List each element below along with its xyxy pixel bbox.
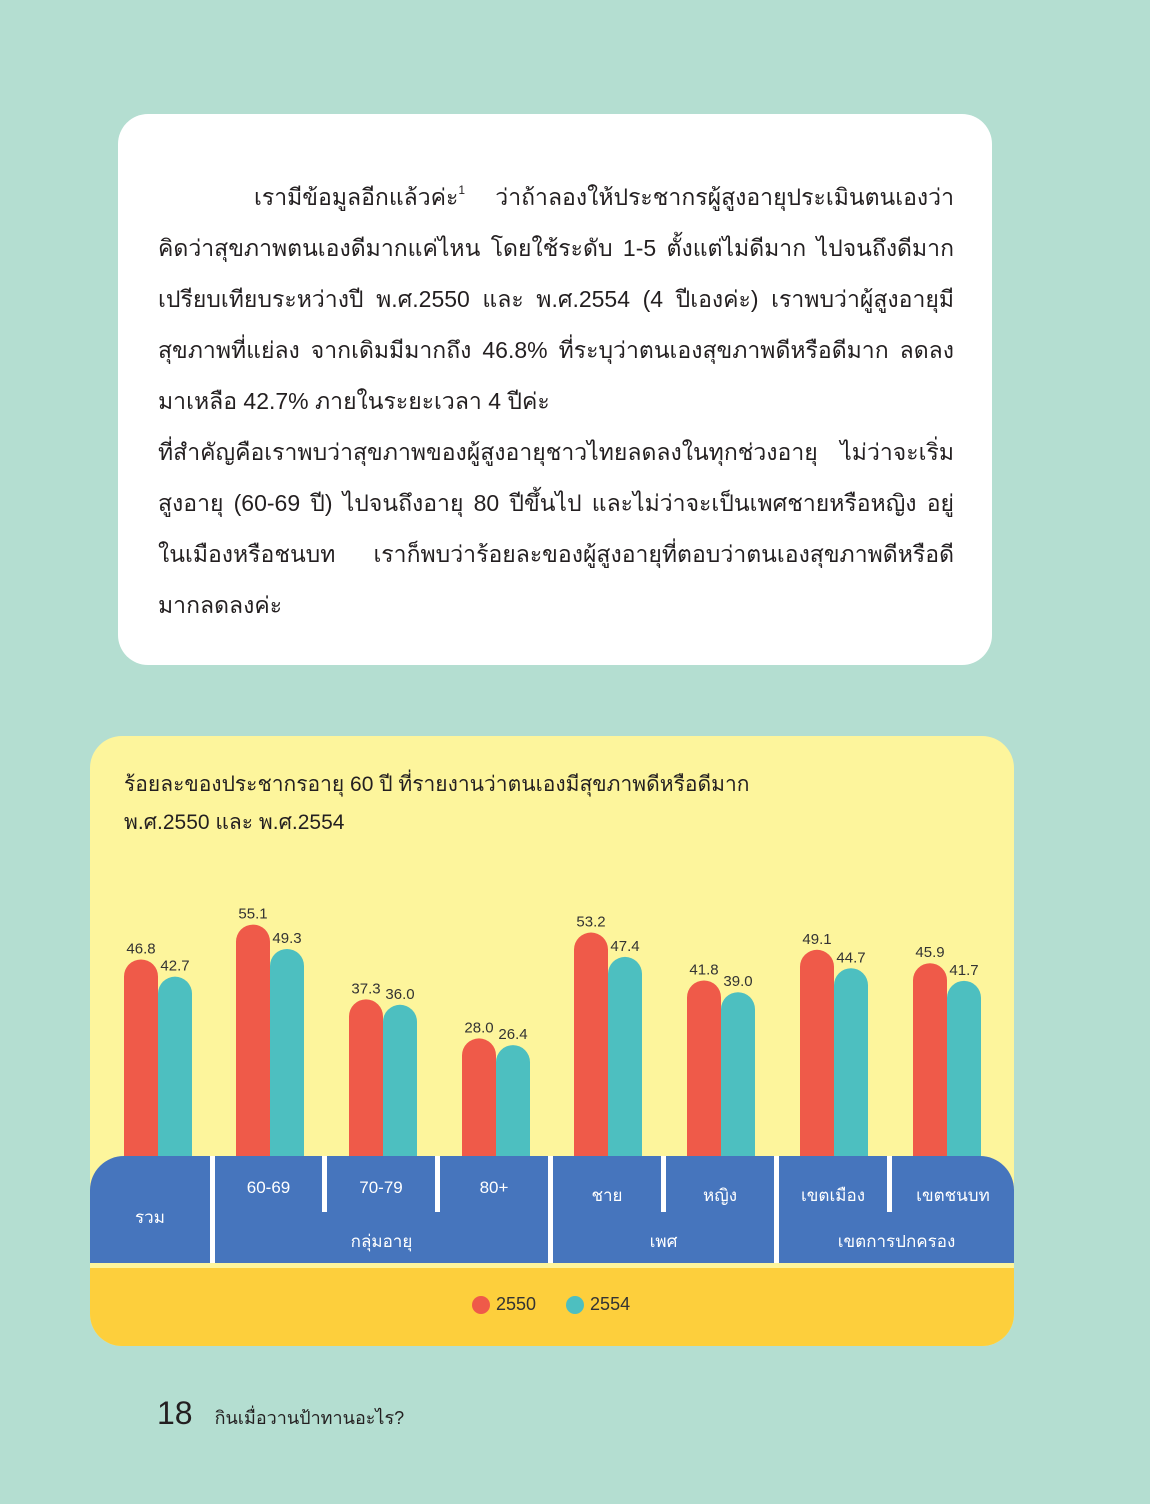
bar-value-label-2554-2: 36.0 xyxy=(385,985,415,1003)
bar-value-label-2550-1: 55.1 xyxy=(238,905,268,923)
chart-subtitle: พ.ศ.2550 และ พ.ศ.2554 xyxy=(124,811,345,834)
group-label-sex: เพศ xyxy=(649,1232,678,1251)
chart-card xyxy=(90,736,1014,1346)
bar-2550-5 xyxy=(687,980,721,1176)
legend-band xyxy=(90,1268,1014,1346)
bar-chart xyxy=(90,736,1014,1176)
chart-title: ร้อยละของประชากรอายุ 60 ปี ที่รายงานว่าตนเองมีสุขภาพดีหรือดีมาก xyxy=(124,773,750,796)
category-label-total: รวม xyxy=(135,1208,165,1227)
text-card xyxy=(118,114,992,665)
bar-value-label-2550-6: 49.1 xyxy=(802,930,832,948)
category-label-80-plus: 80+ xyxy=(479,1178,509,1197)
second-paragraph: ที่สำคัญคือเราพบว่าสุขภาพของผู้สูงอายุชาวไทยลดลงในทุกช่วงอายุ ไม่ว่าจะเริ่มสูงอายุ (60-69 ปี) ไปจนถึงอายุ 80 ปีขึ้นไป และไม่ว่าจะเป็นเพศชายหรือหญิง อยู่ในเมืองหรือชนบท เราก็พบว่าร้อยละของผู้สูงอายุที่ตอบว่าตนเองสุขภาพดีหรือดีมากลดลงค่ะ xyxy=(158,439,954,618)
bar-2554-2 xyxy=(383,1005,417,1176)
bar-2550-0 xyxy=(124,959,158,1176)
bar-2554-4 xyxy=(608,957,642,1176)
bar-value-label-2550-7: 45.9 xyxy=(915,944,945,962)
bar-value-label-2554-5: 39.0 xyxy=(723,973,753,991)
bar-2554-0 xyxy=(158,977,192,1176)
group-label-area: เขตการปกครอง xyxy=(837,1232,956,1251)
legend-dot-2554 xyxy=(566,1296,584,1314)
category-label-urban: เขตเมือง xyxy=(801,1186,865,1205)
intro-text-start: เรามีข้อมูลอีกแล้วค่ะ xyxy=(254,184,459,210)
page-footer xyxy=(157,1395,404,1432)
bar-value-label-2554-3: 26.4 xyxy=(498,1026,528,1044)
category-label-70-79: 70-79 xyxy=(359,1178,403,1197)
bar-value-label-2554-6: 44.7 xyxy=(836,949,866,967)
legend-item-2554 xyxy=(566,1294,630,1315)
bar-value-label-2554-1: 49.3 xyxy=(272,929,302,947)
bar-2554-1 xyxy=(270,949,304,1176)
bar-value-label-2550-0: 46.8 xyxy=(126,940,156,958)
bar-2550-4 xyxy=(574,933,608,1176)
intro-text-end: ว่าถ้าลองให้ประชากรผู้สูงอายุประเมินตนเองว่า คิดว่าสุขภาพตนเองดีมากแค่ไหน โดยใช้ระดับ 1-5 ตั้งแต่ไม่ดีมาก ไปจนถึงดีมาก เปรียบเทียบระหว่างปี พ.ศ.2550 และ พ.ศ.2554 (4 ปีเองค่ะ) เราพบว่าผู้สูงอายุมีสุขภาพที่แย่ลง จากเดิมมีมากถึง 46.8% ที่ระบุว่าตนเองสุขภาพดีหรือดีมาก ลดลงมาเหลือ 42.7% ภายในระยะเวลา 4 ปีค่ะ xyxy=(158,184,954,414)
intro-paragraph xyxy=(158,172,954,427)
category-label-60-69: 60-69 xyxy=(246,1178,291,1197)
group-label-age: กลุ่มอายุ xyxy=(350,1232,413,1251)
bar-2550-2 xyxy=(349,999,383,1176)
book-title: กินเมื่อวานป้าทานอะไร? xyxy=(214,1408,405,1428)
bar-value-label-2550-2: 37.3 xyxy=(351,980,381,998)
legend-label-2554: 2554 xyxy=(590,1294,631,1314)
category-axis-band xyxy=(90,1156,1014,1263)
bar-value-label-2550-3: 28.0 xyxy=(464,1019,494,1037)
bar-2554-7 xyxy=(947,981,981,1176)
bar-value-label-2554-0: 42.7 xyxy=(160,957,190,975)
legend-item-2550 xyxy=(472,1294,536,1315)
bar-2554-6 xyxy=(834,968,868,1176)
category-label-female: หญิง xyxy=(703,1186,737,1205)
category-label-male: ชาย xyxy=(591,1186,623,1205)
footnote-ref: 1 xyxy=(458,183,466,197)
category-label-rural: เขตชนบท xyxy=(916,1186,990,1205)
legend-label-2550: 2550 xyxy=(496,1294,537,1314)
bar-value-label-2550-5: 41.8 xyxy=(689,961,719,979)
page-number: 18 xyxy=(157,1395,193,1431)
bar-value-label-2554-7: 41.7 xyxy=(949,961,979,979)
bar-2554-5 xyxy=(721,992,755,1176)
bar-2550-7 xyxy=(913,963,947,1176)
bar-2550-6 xyxy=(800,950,834,1176)
bar-value-label-2550-4: 53.2 xyxy=(576,913,606,931)
legend xyxy=(472,1294,660,1315)
bar-2550-1 xyxy=(236,925,270,1176)
bar-value-label-2554-4: 47.4 xyxy=(610,937,640,955)
legend-dot-2550 xyxy=(472,1296,490,1314)
